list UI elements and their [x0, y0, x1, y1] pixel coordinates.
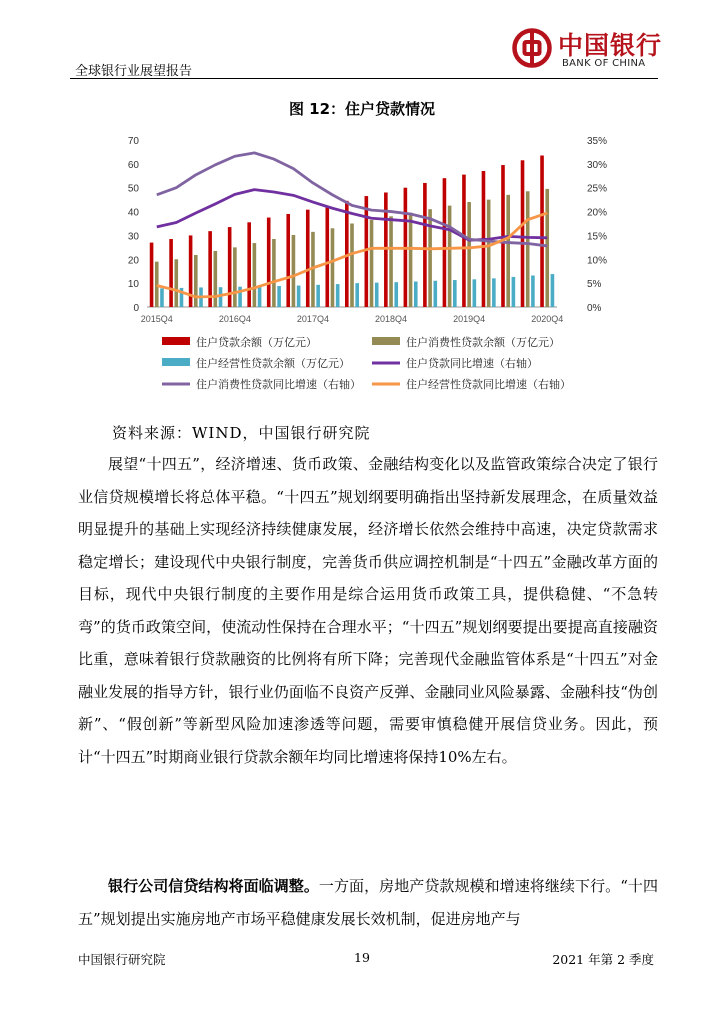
y-left-tick-label: 70 [127, 136, 139, 147]
bar [316, 285, 320, 307]
y-left-tick-label: 30 [127, 231, 139, 243]
bar [150, 243, 154, 307]
bar [512, 277, 516, 307]
legend-label: 住户贷款同比增速（右轴） [406, 357, 538, 370]
legend-label: 住户经营性贷款同比增速（右轴） [406, 378, 571, 391]
x-tick-label: 2019Q4 [453, 314, 486, 324]
bank-of-china-logo [512, 26, 662, 72]
bar [325, 206, 329, 307]
bar [384, 192, 388, 307]
y-right-tick-label: 20% [587, 207, 608, 219]
y-right-tick-label: 10% [587, 255, 608, 267]
household-loan-chart [112, 130, 612, 410]
legend-label: 住户消费性贷款余额（万亿元） [406, 336, 560, 349]
x-tick-label: 2017Q4 [296, 314, 329, 324]
logo-english-name: BANK OF CHINA [562, 58, 646, 69]
bar [267, 218, 271, 307]
y-left-tick-label: 20 [127, 255, 139, 267]
bar [350, 224, 354, 308]
bar [169, 239, 173, 307]
legend-label: 住户经营性贷款余额（万亿元） [196, 357, 350, 370]
bar [462, 175, 466, 307]
y-right-tick-label: 30% [587, 159, 608, 171]
bar [409, 213, 413, 307]
y-right-tick-label: 5% [587, 279, 602, 291]
bar [214, 251, 218, 307]
bar [506, 195, 510, 307]
y-right-tick-label: 15% [587, 231, 608, 243]
bar [443, 178, 447, 307]
figure-title: 图 12：住户贷款情况 [288, 100, 436, 118]
paragraph-text: 一方面，房地产贷款规模和增速将继续下行。“十四五”规划提出实施房地产市场平稳健康发展长效机制，促进房地产与 [78, 877, 658, 928]
bar [414, 281, 418, 307]
bar [160, 288, 164, 307]
page-header-title: 全球银行业展望报告 [75, 64, 193, 79]
footer-page-number: 19 [354, 950, 370, 965]
bar [286, 214, 290, 307]
y-left-tick-label: 50 [127, 183, 139, 195]
legend-label: 住户贷款余额（万亿元） [196, 336, 317, 349]
bar [545, 189, 549, 307]
bar [551, 274, 555, 307]
bar [370, 220, 374, 307]
bar [428, 209, 432, 307]
bar [526, 191, 530, 307]
bar [531, 276, 535, 307]
x-tick-label: 2016Q4 [218, 314, 251, 324]
footer-quarter: 2021 年第 2 季度 [552, 952, 654, 967]
legend-swatch [162, 358, 190, 366]
bar [375, 283, 379, 307]
header-rule [70, 78, 658, 79]
bar [433, 281, 437, 307]
x-tick-label: 2015Q4 [140, 314, 173, 324]
bar [394, 282, 398, 307]
bar [521, 160, 525, 307]
bar [331, 228, 335, 307]
body-paragraph [78, 870, 658, 935]
y-left-tick-label: 0 [133, 303, 139, 314]
bar [174, 259, 178, 307]
bar [194, 255, 198, 307]
x-tick-label: 2020Q4 [531, 314, 564, 324]
footer-institute: 中国银行研究院 [78, 952, 166, 967]
bar [389, 216, 393, 307]
legend-label: 住户消费性贷款同比增速（右轴） [196, 378, 361, 391]
y-right-tick-label: 0% [587, 303, 602, 314]
bar [247, 222, 251, 307]
bar [297, 286, 301, 307]
bar [473, 279, 477, 307]
bar [253, 243, 257, 307]
y-right-tick-label: 35% [587, 136, 608, 147]
legend-swatch [372, 337, 400, 345]
bar [540, 156, 544, 307]
bar [233, 247, 237, 307]
body-paragraph: 展望“十四五”，经济增速、货币政策、金融结构变化以及监管政策综合决定了银行业信贷规模增长将总体平稳。“十四五”规划纲要明确指出坚持新发展理念，在质量效益明显提升的基础上实现经济持续健康发展，经济增长依然会维持中高速，决定贷款需求稳定增长；建设现代中央银行制度，完善货币供应调控机制是“十四五”金融改革方面的目标，现代中央银行制度的主要作用是综合运用货币政策工具，提供稳健、“不急转弯”的货币政策空间，使流动性保持在合理水平；“十四五”规划纲要提出要提高直接融资比重，意味着银行贷款融资的比例将有所下降；完善现代金融监管体系是“十四五”对金融业发展的指导方针，银行业仍面临不良资产反弹、金融同业风险暴露、金融科技“伪创新”、“假创新”等新型风险加速渗透等问题，需要审慎稳健开展信贷业务。因此，预计“十四五”时期商业银行贷款余额年均同比增速将保持10%左右。 [78, 455, 658, 766]
bar [467, 202, 471, 307]
y-left-tick-label: 40 [127, 207, 139, 219]
logo-chinese-name: 中国银行 [558, 31, 663, 60]
bar [453, 280, 457, 307]
bar [423, 183, 427, 307]
y-left-tick-label: 10 [127, 279, 139, 291]
paragraph-lead-bold: 银行公司信贷结构将面临调整。 [108, 877, 319, 895]
y-left-tick-label: 60 [127, 159, 139, 171]
bar [292, 235, 296, 307]
legend-swatch [162, 337, 190, 345]
bar [336, 284, 340, 307]
bar [258, 286, 262, 307]
bar [306, 210, 310, 307]
figure-source: 资料来源：WIND，中国银行研究院 [112, 424, 371, 442]
bar [365, 196, 369, 307]
bar [492, 278, 496, 307]
bar [272, 239, 276, 307]
bar [277, 286, 281, 307]
x-tick-label: 2018Q4 [375, 314, 408, 324]
bank-logo-icon [512, 28, 552, 68]
bar [448, 206, 452, 307]
bar [487, 200, 491, 307]
bar [155, 262, 159, 307]
bar [355, 283, 359, 307]
y-right-tick-label: 25% [587, 183, 608, 195]
